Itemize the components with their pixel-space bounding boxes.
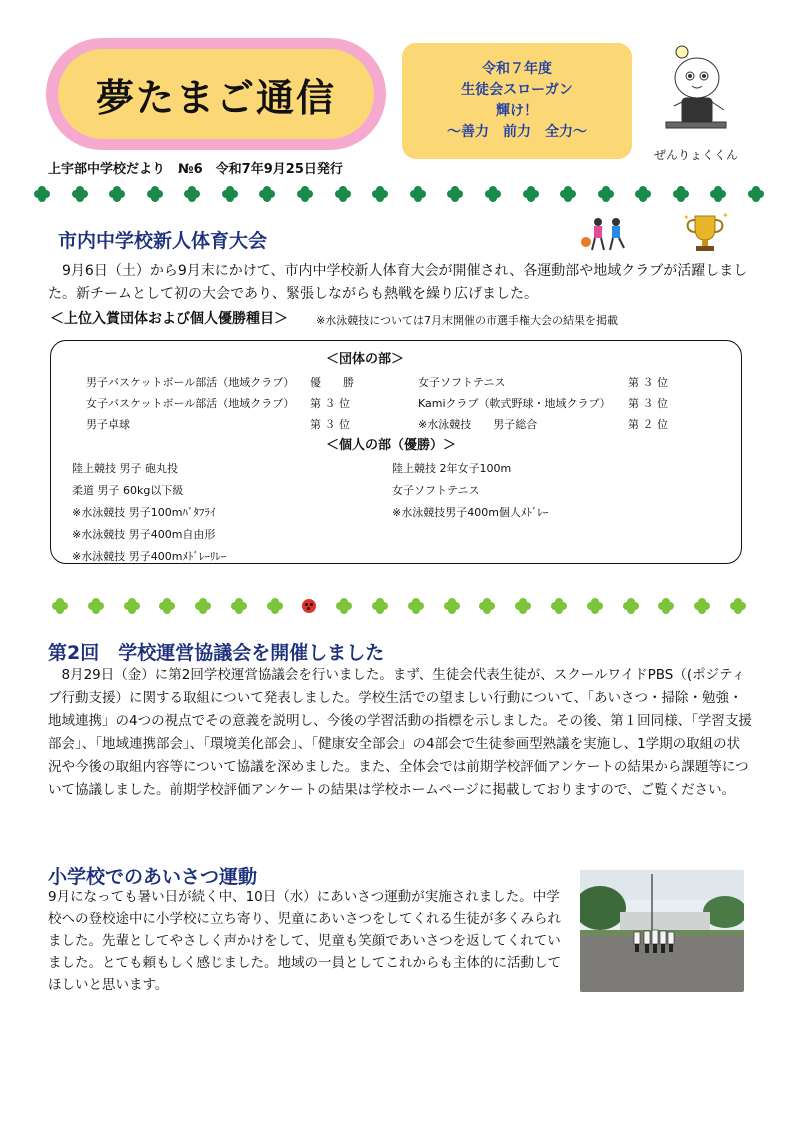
results-note: ※水泳競技については7月末開催の市選手権大会の結果を掲載 [316, 314, 618, 327]
clover-icon [560, 186, 576, 202]
clover-icon [147, 186, 163, 202]
team-result-place: 第 ２ 位 [628, 418, 668, 431]
slogan-line: ～善力 前力 全力～ [447, 124, 587, 140]
clover-icon [231, 598, 247, 614]
individual-result: 陸上競技 男子 砲丸投 [72, 462, 178, 475]
individual-result: ※水泳競技 男子400m自由形 [72, 528, 216, 541]
individual-result: ※水泳競技男子400m個人ﾒﾄﾞﾚｰ [392, 506, 549, 519]
clover-icon [410, 186, 426, 202]
clover-icon [195, 598, 211, 614]
team-result-name: 女子ソフトテニス [418, 376, 506, 389]
greeting-paragraph: 9月になっても暑い日が続く中、10日（水）にあいさつ運動が実施されました。中学校への登校途中に小学校に立ち寄り、児童にあいさつをしてくれる生徒が多くみられました。先輩としてやさしく声かけをして、児童も笑顔であいさつを返してくれていました。とても頼もしく感じました。地域の一員としてこれからも主体的に活動してほしいと思います。 [48, 889, 561, 993]
clover-icon [515, 598, 531, 614]
team-result-name: ※水泳競技 男子総合 [418, 418, 538, 431]
clover-icon [523, 186, 539, 202]
team-heading: ＜団体の部＞ [326, 352, 405, 367]
greeting-activity-photo [580, 870, 744, 992]
individual-result: 陸上競技 2年女子100m [392, 462, 512, 475]
clover-icon [673, 186, 689, 202]
clover-icon [335, 186, 351, 202]
clover-icon [408, 598, 424, 614]
team-result-place: 第 ３ 位 [628, 376, 668, 389]
clover-icon [52, 598, 68, 614]
title-banner [46, 38, 386, 150]
clover-icon [159, 598, 175, 614]
sports-paragraph: 9月6日（土）から9月末にかけて、市内中学校新人体育大会が開催され、各運動部や地域クラブが活躍しました。新チームとして初の大会であり、緊張しながらも熱戦を繰り広げました。 [48, 263, 748, 302]
clover-icon [72, 186, 88, 202]
clover-icon [694, 598, 710, 614]
svg-text:✦: ✦ [683, 213, 690, 222]
clover-icon [109, 186, 125, 202]
clover-icon [479, 598, 495, 614]
title-banner-inner [58, 49, 374, 139]
basketball-players-illustration [576, 214, 632, 256]
team-result-place: 優 勝 [310, 376, 354, 389]
clover-icon [444, 598, 460, 614]
individual-result: ※水泳競技 男子400mﾒﾄﾞﾚｰﾘﾚｰ [72, 550, 227, 563]
council-paragraph: 8月29日（金）に第2回学校運営協議会を行いました。まず、生徒会代表生徒が、スクールワイドPBS（(ポジティブ行動支援）に関する取組について発表しました。学校生活での望ましい行動について、「あいさつ・掃除・勉強・地域連携」の4つの視点でその意義を説明し、今後の学習活動の指標を示しました。その後、第１回同様、「学習支援部会」、「地域連携部会」、「環境美化部会」、「健康安全部会」の4部会で生徒参画型熟議を実施し、1学期の取組の状況や今後の取組内容等について協議を深めました。また、全体会では前期学校評価アンケートの結果から課題等について協議しました。前期学校評価アンケートの結果は学校ホームページに掲載しておりますので、ご覧ください。 [48, 667, 752, 798]
clover-icon [748, 186, 764, 202]
svg-text:✦: ✦ [722, 211, 729, 220]
clover-icon [447, 186, 463, 202]
clover-icon [184, 186, 200, 202]
team-result-place: 第 ３ 位 [310, 397, 350, 410]
clover-icon [658, 598, 674, 614]
clover-icon [598, 186, 614, 202]
results-heading: ＜上位入賞団体および個人優勝種目＞ [50, 311, 288, 327]
team-result-place: 第 ３ 位 [310, 418, 350, 431]
clover-divider-middle [52, 598, 746, 614]
slogan-line: 輝け！ [496, 103, 538, 119]
team-result-name: 女子バスケットボール部活（地域クラブ） [86, 397, 295, 410]
clover-icon [259, 186, 275, 202]
section-title-council: 第2回 学校運営協議会を開催しました [48, 642, 385, 664]
ladybug-icon [302, 599, 316, 613]
clover-icon [267, 598, 283, 614]
publication-info: 上宇部中学校だより №6 令和7年9月25日発行 [48, 162, 343, 177]
clover-icon [551, 598, 567, 614]
clover-icon [372, 186, 388, 202]
individual-heading: ＜個人の部（優勝）＞ [326, 438, 457, 453]
team-result-place: 第 ３ 位 [628, 397, 668, 410]
section-title-greeting: 小学校でのあいさつ運動 [48, 866, 258, 888]
team-result-name: 男子バスケットボール部活（地域クラブ） [86, 376, 295, 389]
slogan-line: 令和７年度 [482, 61, 552, 77]
individual-result: 柔道 男子 60kg以下級 [72, 484, 184, 497]
trophy-icon [678, 210, 732, 256]
clover-icon [485, 186, 501, 202]
mascot-caption: ぜんりょくくん [653, 148, 738, 162]
mascot-illustration [652, 40, 742, 140]
clover-icon [222, 186, 238, 202]
clover-icon [587, 598, 603, 614]
clover-icon [34, 186, 50, 202]
clover-icon [297, 186, 313, 202]
clover-icon [372, 598, 388, 614]
team-result-name: Kamiクラブ（軟式野球・地域クラブ） [418, 397, 611, 410]
clover-icon [710, 186, 726, 202]
clover-divider-top [34, 186, 764, 202]
individual-result: ※水泳競技 男子100mﾊﾞﾀﾌﾗｲ [72, 506, 216, 519]
clover-icon [730, 598, 746, 614]
clover-icon [88, 598, 104, 614]
clover-icon [124, 598, 140, 614]
slogan-line: 生徒会スローガン [461, 82, 573, 98]
slogan-box [402, 43, 632, 159]
section-title-sports: 市内中学校新人体育大会 [58, 230, 268, 252]
team-result-name: 男子卓球 [86, 418, 130, 431]
individual-result: 女子ソフトテニス [392, 484, 480, 497]
clover-icon [635, 186, 651, 202]
newsletter-title: 夢たまご通信 [95, 75, 336, 120]
clover-icon [336, 598, 352, 614]
clover-icon [623, 598, 639, 614]
